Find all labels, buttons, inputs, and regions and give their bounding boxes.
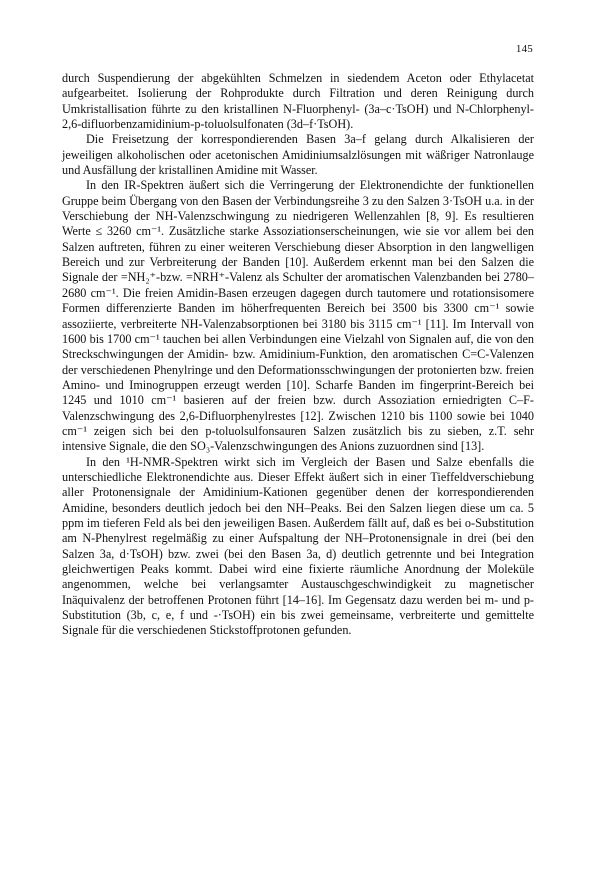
- paragraph-nmr-spectra: In den ¹H-NMR-Spektren wirkt sich im Vergleich der Basen und Salze ebenfalls die unterschiedliche Elektronendichte aus. Dieser Effekt äußert sich in einer Tieffeldverschiebung aller Protonensignale der Amidinium-Kationen gegenüber denen der korrespondierenden Amidine, besonders deutlich jedoch bei den NH–Peaks. Bei den Salzen liegen diese um ca. 5 ppm im tieferen Feld als bei den jeweiligen Basen. Außerdem fällt auf, daß es bei o-Substitution am N-Phenylrest regelmäßig zu einer Aufspaltung der NH–Protonensignale in drei (bei den Salzen 3a, d·TsOH) bzw. zwei (bei den Basen 3a, d) deutlich getrennte und bei Integration gleichwertigen Peaks kommt. Dabei wird eine fixierte räumliche Anordnung der Moleküle angenommen, welche bei verlangsamter Austauschgeschwindigkeit zu magnetischer Inäquivalenz der betroffenen Protonen führt [14–16]. Im Gegensatz dazu werden bei m- und p-Substitution (3b, c, e, f und -·TsOH) ein bis zwei gemeinsame, verbreiterte und gemittelte Signale für die verschiedenen Stickstoffprotonen gefunden.: [62, 454, 534, 638]
- paragraph-base-release: Die Freisetzung der korrespondierenden Basen 3a–f gelang durch Alkalisieren der jeweiligen alkoholischen oder acetonischen Amidiniumsalzlösungen mit wäßriger Natronlauge und Ausfällung der kristallinen Amidine mit Wasser.: [62, 132, 534, 178]
- paragraph-ir-spectra: In den IR-Spektren äußert sich die Verringerung der Elektronendichte der funktionellen Gruppe beim Übergang von den Basen der Verbindungsreihe 3 zu den Salzen 3·TsOH u.a. in der Verschiebung der NH-Valenzschwingung zu niedrigeren Wellenzahlen [8, 9]. Es resultieren Werte ≤ 3260 cm⁻¹. Zusätzliche starke Assoziationserscheinungen, wie sie vor allem bei den Salzen auftreten, führen zu einer weiteren Verschiebung dieser Absorption in den langwelligen Bereich und zur Verbreiterung der Banden [10]. Außerdem erkennt man bei den Salzen die Signale der =NH₂⁺-bzw. =NRH⁺-Valenz als Schulter der aromatischen Valenzbanden bei 2780–2680 cm⁻¹. Die freien Amidin-Basen erzeugen dagegen durch tautomere und rotationsisomere Formen differenzierte Banden im höherfrequenten Bereich bei 3500 bis 3300 cm⁻¹ sowie assoziierte, verbreiterte NH-Valenzabsorptionen bei 3180 bis 3115 cm⁻¹ [11]. Im Intervall von 1600 bis 1700 cm⁻¹ tauchen bei allen Verbindungen eine Vielzahl von Signalen auf, die von den Streckschwingungen der Amidin- bzw. Amidinium-Funktion, den aromatischen C=C-Valenzen der verschiedenen Phenylringe und den Deformationsschwingungen der protonierten bzw. freien Amino- und Iminogruppen erzeugt werden [10]. Scharfe Banden im fingerprint-Bereich bei 1245 und 1010 cm⁻¹ basieren auf der freien bzw. durch Assoziation erniedrigten C–F-Valenzschwingung des 2,6-Difluorphenylrestes [12]. Zwischen 1210 bis 1100 sowie bei 1040 cm⁻¹ zeigen sich bei den p-toluolsulfonsauren Salzen zusätzlich bis zu sieben, z.T. sehr intensive Signale, die den SO₃-Valenzschwingungen des Anions zuzuordnen sind [13].: [62, 178, 534, 454]
- body-text: [62, 71, 534, 639]
- paragraph-workup: durch Suspendierung der abgekühlten Schmelzen in siedendem Aceton oder Ethylacetat aufgearbeitet. Isolierung der Rohprodukte durch Filtration und deren Reinigung durch Umkristallisation führte zu den kristallinen N-Fluorphenyl- (3a–c·TsOH) und N-Chlorphenyl-2,6-difluorbenzamidinium-p-toluolsulfonaten (3d–f·TsOH).: [62, 71, 534, 132]
- page-number: 145: [515, 43, 533, 55]
